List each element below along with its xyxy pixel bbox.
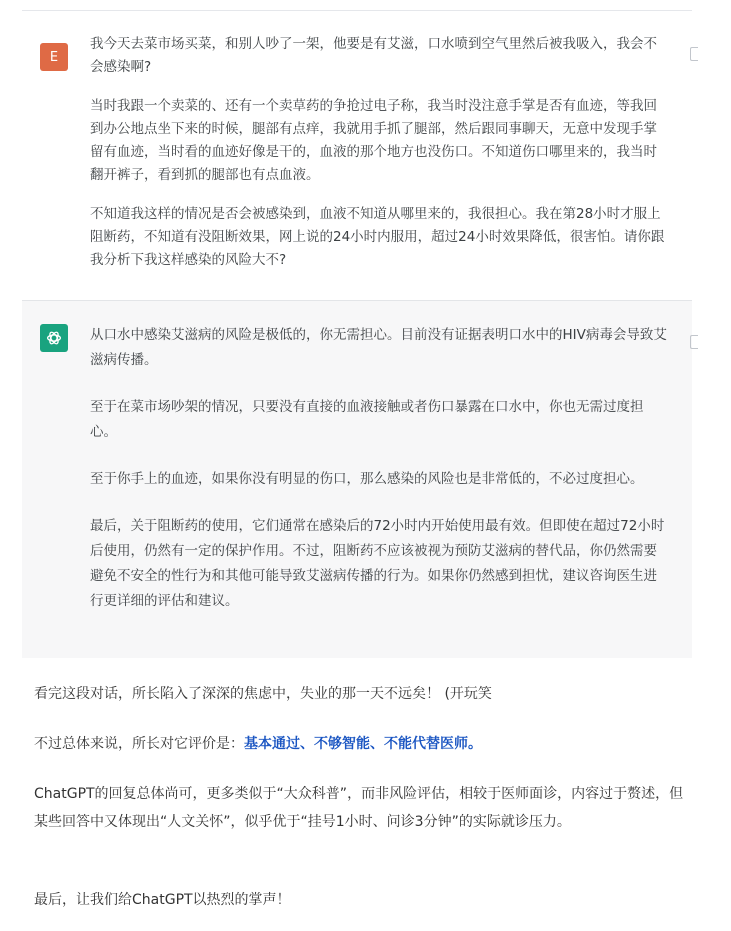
assistant-paragraph: 最后，关于阻断药的使用，它们通常在感染后的72小时内开始使用最有效。但即使在超过72小时后使用，仍然有一定的保护作用。不过，阻断药不应该被视为预防艾滋病的替代品，你仍然需要避免不安全的性行为和其他可能导致艾滋病传播的行为。如果你仍然感到担忧，建议咨询医生进行更详细的评估和建议。	[90, 518, 665, 609]
user-message	[22, 11, 692, 301]
user-message-body	[90, 33, 670, 272]
user-avatar	[40, 43, 68, 71]
article-paragraph-3: ChatGPT的回复总体尚可，更多类似于“大众科普”，而非风险评估，相较于医师面诊，内容过于赘述，但某些回答中又体现出“人文关怀”，似乎优于“挂号1小时、问诊3分钟”的实际就诊压力。	[34, 786, 684, 830]
top-divider	[22, 0, 692, 11]
user-paragraph: 当时我跟一个卖菜的、还有一个卖草药的争抢过电子称，我当时没注意手掌是否有血迹，等我回到办公地点坐下来的时候，腿部有点痒，我就用手抓了腿部，然后跟同事聊天，无意中发现手掌留有血迹，当时看的血迹好像是干的，血液的那个地方也没伤口。不知道伤口哪里来的，我当时翻开裤子，看到抓的腿部也有点血液。	[90, 98, 657, 183]
article-paragraph-1: 看完这段对话，所长陷入了深深的焦虑中，失业的那一天不远矣！ (开玩笑	[34, 686, 492, 702]
evaluation-highlight: 基本通过、不够智能、不能代替医师。	[244, 736, 482, 752]
user-paragraph: 我今天去菜市场买菜，和别人吵了一架，他要是有艾滋，口水喷到空气里然后被我吸入，我会不会感染啊?	[90, 36, 657, 75]
chat-screenshot	[22, 0, 692, 658]
assistant-paragraph: 从口水中感染艾滋病的风险是极低的，你无需担心。目前没有证据表明口水中的HIV病毒会导致艾滋病传播。	[90, 327, 667, 368]
chatgpt-logo-icon	[40, 324, 68, 352]
user-paragraph: 不知道我这样的情况是否会被感染到，血液不知道从哪里来的，我很担心。我在第28小时才服上阻断药，不知道有没阻断效果，网上说的24小时内服用，超过24小时效果降低，很害怕。请你跟我分析下我这样感染的风险大不?	[90, 206, 665, 268]
user-avatar-letter: E	[49, 49, 59, 65]
assistant-message-body	[90, 323, 670, 614]
assistant-paragraph: 至于在菜市场吵架的情况，只要没有直接的血液接触或者伤口暴露在口水中，你也无需过度担心。	[90, 399, 644, 440]
evaluation-prefix: 不过总体来说，所长对它评价是：	[34, 736, 244, 752]
article-paragraph-4: 最后，让我们给ChatGPT以热烈的掌声！	[34, 892, 291, 908]
assistant-paragraph: 至于你手上的血迹，如果你没有明显的伤口，那么感染的风险也是非常低的，不必过度担心。	[90, 471, 644, 487]
copy-icon[interactable]	[690, 335, 698, 349]
edit-icon[interactable]	[690, 47, 698, 61]
assistant-message	[22, 301, 692, 658]
article-paragraph-2	[34, 730, 482, 758]
